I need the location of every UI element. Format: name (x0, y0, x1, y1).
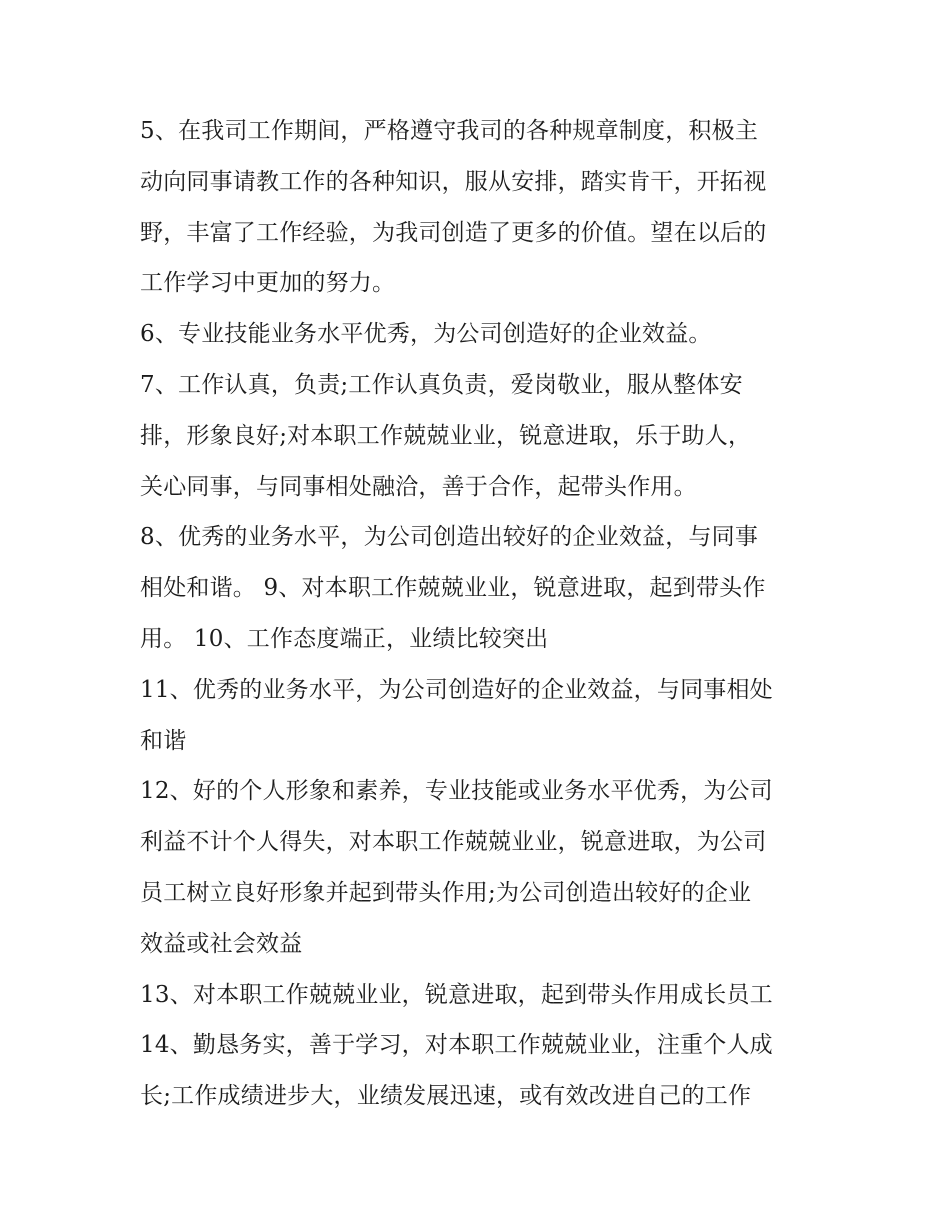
text-line: 用。 10、工作态度端正，业绩比较突出 (140, 625, 549, 652)
text-line: 工作学习中更加的努力。 (140, 270, 396, 297)
text-line: 员工树立良好形象并起到带头作用;为公司创造出较好的企业 (140, 879, 752, 906)
text-line: 13、对本职工作兢兢业业，锐意进取，起到带头作用成长员工 (140, 981, 773, 1008)
text-line: 11、优秀的业务水平，为公司创造好的企业效益，与同事相处 (140, 676, 773, 703)
text-line: 利益不计个人得失，对本职工作兢兢业业，锐意进取，为公司 (140, 829, 767, 856)
text-line: 5、在我司工作期间，严格遵守我司的各种规章制度，积极主 (140, 118, 759, 144)
text-line: 14、勤恳务实，善于学习，对本职工作兢兢业业，注重个人成 (140, 1032, 773, 1059)
document-body (140, 106, 820, 1122)
text-line: 效益或社会效益 (140, 930, 303, 957)
text-line: 野，丰富了工作经验，为我司创造了更多的价值。望在以后的 (140, 219, 767, 246)
text-line: 12、好的个人形象和素养，专业技能或业务水平优秀，为公司 (140, 778, 773, 805)
text-line: 相处和谐。 9、对本职工作兢兢业业，锐意进取，起到带头作 (140, 575, 766, 602)
text-line: 动向同事请教工作的各种知识，服从安排，踏实肯干，开拓视 (140, 168, 767, 195)
text-line: 长;工作成绩进步大，业绩发展迅速，或有效改进自己的工作 (140, 1083, 752, 1110)
text-line: 6、专业技能业务水平优秀，为公司创造好的企业效益。 (140, 321, 712, 348)
text-line: 8、优秀的业务水平，为公司创造出较好的企业效益，与同事 (140, 524, 759, 551)
text-line: 排，形象良好;对本职工作兢兢业业，锐意进取，乐于助人， (140, 422, 752, 449)
text-line: 7、工作认真，负责;工作认真负责，爱岗敬业，服从整体安 (140, 371, 743, 398)
text-line: 和谐 (140, 727, 187, 754)
text-line: 关心同事，与同事相处融洽，善于合作，起带头作用。 (140, 473, 697, 500)
